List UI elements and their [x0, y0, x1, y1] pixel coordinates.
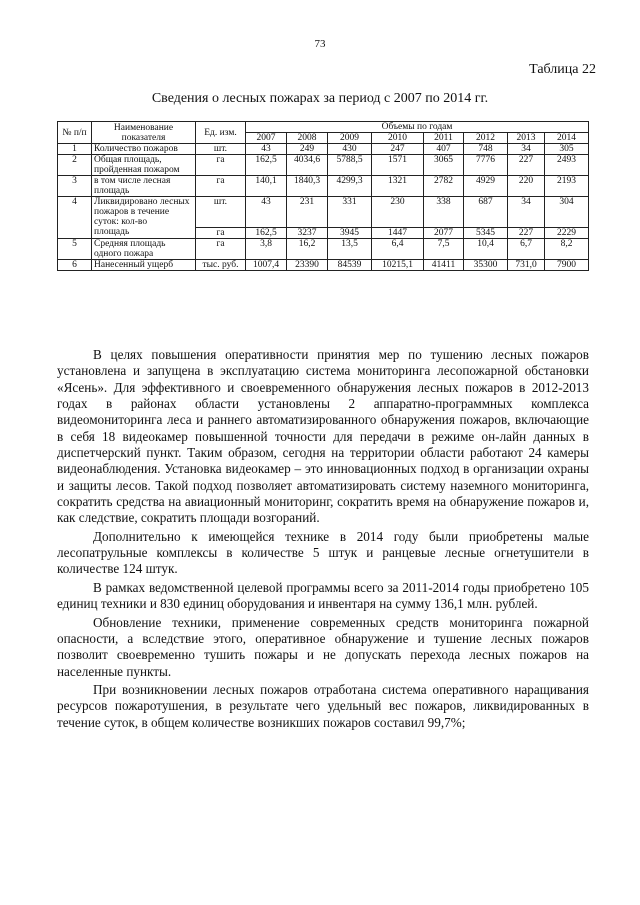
row-value: 84539 [328, 259, 372, 270]
row-value: 5345 [464, 227, 508, 238]
row-value: 2077 [424, 227, 464, 238]
table-row [58, 238, 589, 259]
row-value: 43 [246, 197, 287, 228]
row-value: 1447 [372, 227, 424, 238]
row-value: 34 [508, 144, 545, 155]
row-value: 331 [328, 197, 372, 228]
row-no: 5 [58, 238, 92, 259]
table-caption: Таблица 22 [529, 62, 596, 77]
row-no [58, 227, 92, 238]
row-value: 1571 [372, 155, 424, 176]
row-value: 247 [372, 144, 424, 155]
table-title: Сведения о лесных пожарах за период с 2007 по 2014 гг. [151, 91, 489, 106]
header-year: 2010 [372, 133, 424, 144]
row-unit: шт. [196, 197, 246, 228]
row-value: 4929 [464, 176, 508, 197]
row-value: 4299,3 [328, 176, 372, 197]
header-year: 2012 [464, 133, 508, 144]
row-name: в том числе лесная площадь [92, 176, 196, 197]
row-unit: га [196, 227, 246, 238]
row-value: 2229 [545, 227, 589, 238]
row-value: 338 [424, 197, 464, 228]
header-year: 2014 [545, 133, 589, 144]
row-value: 7776 [464, 155, 508, 176]
header-no: № п/п [58, 122, 92, 144]
header-volumes: Объемы по годам [246, 122, 589, 133]
row-unit: тыс. руб. [196, 259, 246, 270]
row-value: 2193 [545, 176, 589, 197]
row-value: 304 [545, 197, 589, 228]
row-value: 227 [508, 227, 545, 238]
row-name: Общая площадь, пройденная пожаром [92, 155, 196, 176]
body-text [57, 347, 589, 733]
row-value: 7900 [545, 259, 589, 270]
row-value: 220 [508, 176, 545, 197]
row-value: 1321 [372, 176, 424, 197]
header-year: 2009 [328, 133, 372, 144]
row-value: 305 [545, 144, 589, 155]
row-unit: шт. [196, 144, 246, 155]
header-year: 2011 [424, 133, 464, 144]
row-value: 748 [464, 144, 508, 155]
row-value: 3,8 [246, 238, 287, 259]
table-row [58, 176, 589, 197]
row-no: 1 [58, 144, 92, 155]
table-row [58, 155, 589, 176]
row-value: 5788,5 [328, 155, 372, 176]
row-value: 23390 [287, 259, 328, 270]
row-no: 4 [58, 197, 92, 228]
table-row [58, 144, 589, 155]
row-value: 13,5 [328, 238, 372, 259]
row-value: 3945 [328, 227, 372, 238]
row-value: 3237 [287, 227, 328, 238]
header-unit: Ед. изм. [196, 122, 246, 144]
table-row [58, 197, 589, 228]
row-value: 230 [372, 197, 424, 228]
paragraph: При возникновении лесных пожаров отработана система оперативного наращивания ресурсов пожаротушения, в результате чего удельный вес пожаров, ликвидированных в течение суток, в общем количестве возникших пожаров составил 99,7%; [57, 681, 589, 730]
paragraph: В целях повышения оперативности принятия мер по тушению лесных пожаров установлена и запущена в эксплуатацию система мониторинга лесопожарной обстановки «Ясень». Для эффективного и своевременного обнаружения лесных пожаров в 2012-2013 годах в районах области установлены 2 аппаратно-программных комплекса видеомониторинга леса и раннего автоматизированного обнаружения пожаров, включающие в себя 18 видеокамер повышенной точности для передачи в режиме он-лайн данных в диспетчерский пункт. Таким образом, сегодня на территории области работают 24 камеры видеонаблюдения. Установка видеокамер – это инновационных подход в организации охраны и защиты лесов. Такой подход позволяет автоматизировать систему наземного мониторинга, сократить средства на авиационный мониторинг, сократить время на обнаружение пожаров и, как следствие, сократить площади возгораний. [57, 347, 589, 526]
table-header-row [58, 122, 589, 133]
row-value: 16,2 [287, 238, 328, 259]
row-value: 687 [464, 197, 508, 228]
forest-fires-table [57, 121, 589, 271]
row-value: 1007,4 [246, 259, 287, 270]
row-name: Средняя площадь одного пожара [92, 238, 196, 259]
row-unit: га [196, 176, 246, 197]
row-value: 6,4 [372, 238, 424, 259]
row-value: 2782 [424, 176, 464, 197]
header-year: 2007 [246, 133, 287, 144]
row-value: 10215,1 [372, 259, 424, 270]
row-value: 10,4 [464, 238, 508, 259]
row-unit: га [196, 238, 246, 259]
row-value: 1840,3 [287, 176, 328, 197]
header-year: 2008 [287, 133, 328, 144]
table-row [58, 227, 589, 238]
row-value: 43 [246, 144, 287, 155]
row-name: площадь [92, 227, 196, 238]
row-unit: га [196, 155, 246, 176]
row-value: 35300 [464, 259, 508, 270]
row-value: 4034,6 [287, 155, 328, 176]
row-no: 2 [58, 155, 92, 176]
paragraph: Обновление техники, применение современных средств мониторинга пожарной опасности, а вследствие этого, оперативное обнаружение и тушение лесных пожаров позволит своевременно тушить пожары и не допускать перехода лесных пожаров на населенные пункты. [57, 614, 589, 679]
row-value: 140,1 [246, 176, 287, 197]
header-name: Наименование показателя [92, 122, 196, 144]
row-value: 430 [328, 144, 372, 155]
row-value: 8,2 [545, 238, 589, 259]
paragraph: Дополнительно к имеющейся технике в 2014 году были приобретены малые лесопатрульные комплексы в количестве 5 штук и ранцевые лесные огнетушители в количестве 124 штук. [57, 528, 589, 577]
page-number: 73 [314, 38, 326, 50]
row-value: 227 [508, 155, 545, 176]
table-row [58, 259, 589, 270]
row-value: 6,7 [508, 238, 545, 259]
row-value: 731,0 [508, 259, 545, 270]
header-year: 2013 [508, 133, 545, 144]
row-value: 41411 [424, 259, 464, 270]
row-name: Ликвидировано лесных пожаров в течение суток: кол-во [92, 197, 196, 228]
row-name: Количество пожаров [92, 144, 196, 155]
row-value: 162,5 [246, 227, 287, 238]
paragraph: В рамках ведомственной целевой программы всего за 2011-2014 годы приобретено 105 единиц техники и 830 единиц оборудования и инвентаря на сумму 136,1 млн. рублей. [57, 579, 589, 612]
row-no: 3 [58, 176, 92, 197]
row-value: 407 [424, 144, 464, 155]
row-no: 6 [58, 259, 92, 270]
row-value: 162,5 [246, 155, 287, 176]
row-value: 2493 [545, 155, 589, 176]
row-value: 3065 [424, 155, 464, 176]
row-value: 231 [287, 197, 328, 228]
row-value: 249 [287, 144, 328, 155]
row-value: 34 [508, 197, 545, 228]
row-value: 7,5 [424, 238, 464, 259]
row-name: Нанесенный ущерб [92, 259, 196, 270]
